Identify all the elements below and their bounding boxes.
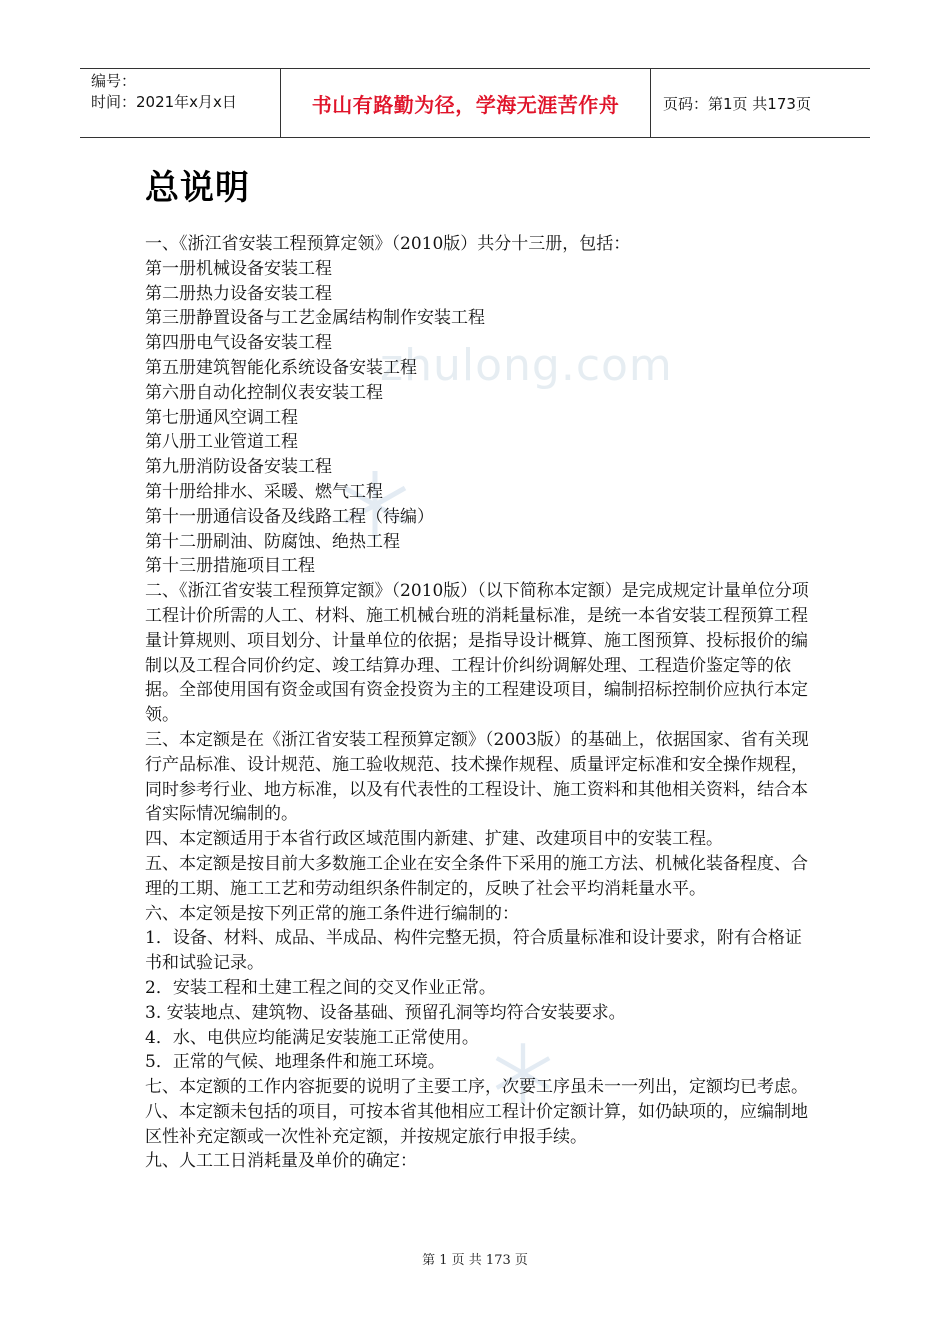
doc-number-label: 编号：	[91, 72, 137, 90]
paragraph: 七、本定额的工作内容扼要的说明了主要工序，次要工序虽未一一列出，定额均已考虑。	[145, 1077, 808, 1098]
paragraph: 4．水、电供应均能满足安装施工正常使用。	[145, 1027, 479, 1048]
paragraph: 二、《浙江省安装工程预算定额》（2010版）（以下简称本定额）是完成规定计量单位分项工程计价所需的人工、材料、施工机械台班的消耗量标准，是统一本省安装工程预算工程量计算规则、项目划分、计量单位的依据；是指导设计概算、施工图预算、投标报价的编制以及工程合同价约定、竣工结算办理、工程计价纠纷调解处理、工程造价鉴定等的依据。全部使用国有资金或国有资金投资为主的工程建设项目，编制招标控制价应执行本定领。	[145, 581, 809, 726]
paragraph: 一、《浙江省安装工程预算定领》（2010版）共分十三册，包括：	[145, 234, 631, 254]
paragraph: 第七册通风空调工程	[145, 407, 298, 428]
paragraph: 第四册电气设备安装工程	[145, 333, 332, 354]
paragraph: 3. 安装地点、建筑物、设备基础、预留孔洞等均符合安装要求。	[145, 1002, 626, 1023]
paragraph: 九、人工工日消耗量及单价的确定：	[145, 1151, 417, 1172]
watermark-text: zhulong.com	[380, 340, 673, 391]
paragraph: 第八册工业管道工程	[145, 432, 298, 453]
paragraph: 1．设备、材料、成品、半成品、构件完整无损，符合质量标准和设计要求，附有合格证书和试验记录。	[145, 928, 802, 974]
paragraph: 第二册热力设备安装工程	[145, 283, 332, 304]
paragraph: 5．正常的气候、地理条件和施工环境。	[145, 1052, 445, 1073]
paragraph: 三、本定额是在《浙江省安装工程预算定额》（2003版）的基础上，依据国家、省有关现行产品标准、设计规范、施工验收规范、技术操作规程、质量评定标准和安全操作规程，同时参考行业、地方标准，以及有代表性的工程设计、施工资料和其他相关资料，结合本省实际情况编制的。	[145, 729, 809, 825]
header-motto: 书山有路勤为径，学海无涯苦作舟	[280, 69, 651, 137]
page-footer: 第 1 页 共 173 页	[422, 1253, 528, 1268]
page-header	[80, 68, 870, 138]
paragraph: 第六册自动化控制仪表安装工程	[145, 382, 383, 403]
paragraph: 第五册建筑智能化系统设备安装工程	[145, 357, 417, 378]
paragraph: 第十二册刷油、防腐蚀、绝热工程	[145, 531, 400, 552]
paragraph: 第九册消防设备安装工程	[145, 457, 332, 478]
header-page-info: 页码：第1页 共173页	[663, 94, 811, 113]
paragraph: 五、本定额是按目前大多数施工企业在安全条件下采用的施工方法、机械化装备程度、合理的工期、施工工艺和劳动组织条件制定的，反映了社会平均消耗量水平。	[145, 853, 808, 899]
paragraph: 第三册静置设备与工艺金属结构制作安装工程	[145, 308, 485, 329]
paragraph: 第十三册措施项目工程	[145, 556, 315, 577]
paragraph: 八、本定额未包括的项目，可按本省其他相应工程计价定额计算，如仍缺项的，应编制地区性补充定额或一次性补充定额，并按规定旅行申报手续。	[145, 1101, 808, 1147]
paragraph: 2．安装工程和土建工程之间的交叉作业正常。	[145, 977, 496, 998]
paragraph: 第十册给排水、采暖、燃气工程	[145, 481, 383, 502]
header-meta	[80, 69, 280, 137]
paragraph: 第一册机械设备安装工程	[145, 258, 332, 279]
document-body	[145, 232, 815, 1174]
paragraph: 四、本定额适用于本省行政区域范围内新建、扩建、改建项目中的安装工程。	[145, 829, 723, 850]
paragraph: 第十一册通信设备及线路工程（待编）	[145, 506, 434, 527]
doc-time-label: 时间：2021年x月x日	[91, 93, 237, 111]
paragraph: 六、本定领是按下列正常的施工条件进行编制的：	[145, 903, 519, 924]
page-title: 总说明	[145, 168, 250, 208]
